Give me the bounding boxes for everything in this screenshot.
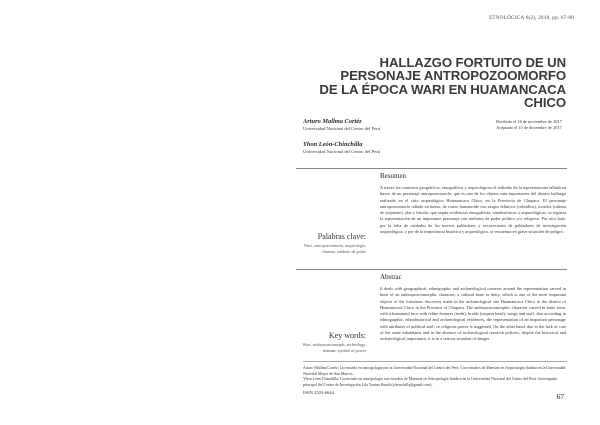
journal-header: ETNOLÓGICA 6(2), 2018, pp. 67-80	[489, 15, 574, 21]
palabras-clave-text: Wari, antropozoomorfo, arqueología, chamán, símbolo de poder	[303, 243, 366, 254]
resumen-text: A través los contextos geográficos, etnográficos y arqueológicos el rediseño de la representación tallada en hueso de un personaje antropozoomorfo, que es uno de los objetos más importantes del distrito hallazgo realizado en el sitio arqueológico Huamancaca Chico, en la Provincia de Chupaca. El personaje antropozoomorfo tallado en hueso, de rostro humanoide con rasgos felínicos (colmillos), tocados (cabeza de serpiente), alas y báculo; que según evidencias etnográficas, etnohistóricas y arqueológicas, se registra la representación de un importante personaje con atributos de poder político y/o religioso. Por otro lado, por la falta de cuidados de los nuevos pobladores y excavaciones de pobladores de investigación arqueológica, y por de la importancia histórica y arqueológica, se encuentra en grave situación de peligro.	[380, 185, 566, 234]
author-affiliation: Universidad Nacional del Centro del Perú	[303, 149, 380, 154]
author-affiliation: Universidad Nacional del Centro del Perú	[303, 126, 380, 131]
footnote: Yhon León-Chinchilla: Licenciado en antropología con estudios de Maestría en Antropología Jurídica en la Universidad Nacional del Centro del Perú. Investigador principal del Centro de Investigación Lila Yanina Kuash (yleonchilla@gmail.com).	[303, 377, 558, 387]
abstract-text: It deals with geographical, ethnographic and archaeological contexts around the representation carved in bone of an anthropozoomorphic character, a cultural bone or deity, which is one of the most important objects of the fortuitous discovery made in the archaeological site Huamancaca Chico in the district of Huamancaca Chico in the Province of Chupaca. The anthropozoomorphic character carved in bone form, with a humanoid face with feline features (teeth), braids (serpent head), wings and staff; that according to ethnographic, ethnohistorical and archaeological evidences, the representation of an important personage with attributes of political and / or religious power is suggested. On the other hand, due to the lack of care of the same inhabitants and in the absence of archaeological research policies, despite the historical and archaeological importance, it is in a serious situation of danger.	[380, 286, 566, 341]
article-dates	[496, 119, 562, 132]
title-line: DE LA ÉPOCA WARI EN HUAMANCACA	[319, 81, 566, 97]
footnotes	[303, 366, 567, 388]
article-title	[266, 56, 566, 110]
keywords-text: Wari, anthropozoomorph, archeology, shaman, symbol of power	[302, 342, 366, 353]
accepted-date: Aceptado el 15 de diciembre de 2017	[496, 125, 562, 131]
keywords-heading: Key words:	[328, 331, 366, 340]
author-name: Arturo Mallma Cortéz	[303, 118, 362, 125]
abstract-heading: Abstrac	[380, 273, 402, 281]
palabras-clave-heading: Palabras clave:	[317, 232, 366, 241]
section-divider	[296, 269, 567, 270]
title-line: HALLAZGO FORTUITO DE UN	[379, 55, 566, 70]
footnote: Arturo Mallma Cortéz: Licenciado en antropología por la Universidad Nacional del Centro del Perú. Con estudios de Maestría en Arqueología Andina en la Universidad Nacional Mayor de San Marcos.	[303, 366, 566, 376]
resumen-heading: Resumen	[380, 172, 407, 180]
section-divider	[296, 168, 567, 169]
footnote-divider	[303, 361, 567, 362]
title-line: CHICO	[524, 95, 566, 111]
title-line: PERSONAJE ANTROPOZOOMORFO	[340, 68, 566, 84]
received-date: Recibido el 16 de noviembre de 2017	[496, 119, 562, 124]
author-name: Yhon León-Chinchilla	[303, 141, 363, 148]
page-number: 67	[556, 392, 564, 401]
issn: ISSN 2523-6644	[303, 390, 335, 395]
